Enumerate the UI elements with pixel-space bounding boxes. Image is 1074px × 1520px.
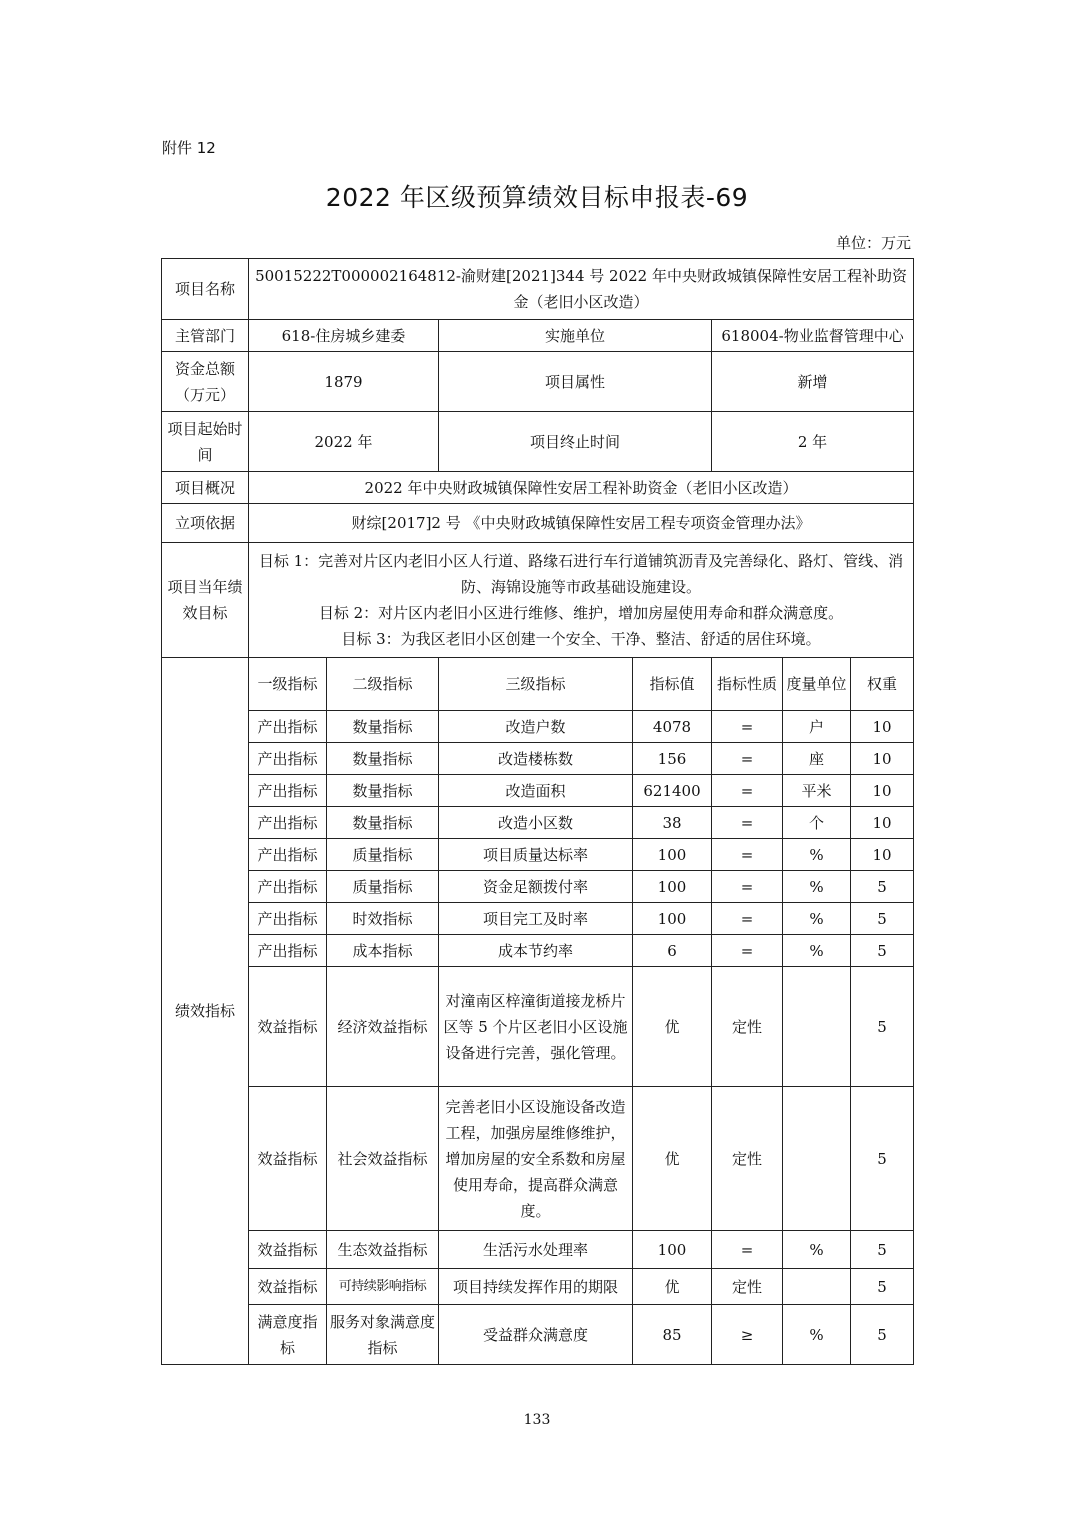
cell-unit bbox=[783, 1087, 851, 1231]
cell-unit: % bbox=[783, 903, 851, 935]
cell-nature: = bbox=[712, 807, 783, 839]
cell-level1: 产出指标 bbox=[249, 839, 327, 871]
goal-item: 目标 1：完善对片区内老旧小区人行道、路缘石进行车行道铺筑沥青及完善绿化、路灯、管线、消防、海锦设施等市政基础设施建设。 bbox=[258, 552, 904, 596]
cell-nature: 定性 bbox=[712, 1087, 783, 1231]
attr-label: 项目属性 bbox=[439, 352, 712, 412]
page-title: 2022 年区级预算绩效目标申报表-69 bbox=[325, 183, 749, 212]
table-row bbox=[162, 871, 914, 903]
row-goals bbox=[162, 543, 914, 658]
table-row bbox=[162, 967, 914, 1087]
table-row bbox=[162, 839, 914, 871]
cell-weight: 10 bbox=[851, 839, 914, 871]
header-cell: 一级指标 bbox=[249, 658, 327, 711]
row-project-name bbox=[162, 259, 914, 320]
header-cell: 度量单位 bbox=[783, 658, 851, 711]
cell-level3: 受益群众满意度 bbox=[439, 1305, 633, 1365]
cell-weight: 5 bbox=[851, 967, 914, 1087]
indicator-header-row bbox=[162, 658, 914, 711]
table-row bbox=[162, 711, 914, 743]
cell-level2: 质量指标 bbox=[327, 839, 439, 871]
cell-level3: 对潼南区梓潼街道接龙桥片区等 5 个片区老旧小区设施设备进行完善，强化管理。 bbox=[439, 967, 633, 1087]
project-name-label: 项目名称 bbox=[162, 259, 249, 320]
cell-level1: 效益指标 bbox=[249, 1269, 327, 1305]
cell-weight: 5 bbox=[851, 871, 914, 903]
overview-label: 项目概况 bbox=[162, 472, 249, 504]
cell-level1: 产出指标 bbox=[249, 775, 327, 807]
cell-level3: 改造面积 bbox=[439, 775, 633, 807]
row-period bbox=[162, 412, 914, 472]
cell-value: 优 bbox=[633, 967, 712, 1087]
header-cell: 权重 bbox=[851, 658, 914, 711]
cell-level2: 生态效益指标 bbox=[327, 1231, 439, 1269]
table-row bbox=[162, 935, 914, 967]
header-cell: 三级指标 bbox=[439, 658, 633, 711]
cell-weight: 10 bbox=[851, 807, 914, 839]
cell-nature: 定性 bbox=[712, 967, 783, 1087]
cell-weight: 5 bbox=[851, 1231, 914, 1269]
cell-nature: 定性 bbox=[712, 1269, 783, 1305]
attr-value: 新增 bbox=[712, 352, 914, 412]
goal-item: 目标 3：为我区老旧小区创建一个安全、干净、整洁、舒适的居住环境。 bbox=[341, 630, 821, 648]
cell-level3: 生活污水处理率 bbox=[439, 1231, 633, 1269]
cell-unit: 平米 bbox=[783, 775, 851, 807]
table-row bbox=[162, 1231, 914, 1269]
cell-level2: 数量指标 bbox=[327, 775, 439, 807]
cell-level3: 改造户数 bbox=[439, 711, 633, 743]
start-label: 项目起始时间 bbox=[162, 412, 249, 472]
cell-level1: 效益指标 bbox=[249, 1231, 327, 1269]
table-row bbox=[162, 903, 914, 935]
cell-weight: 5 bbox=[851, 1087, 914, 1231]
page-number: 133 bbox=[523, 1412, 551, 1428]
cell-level3: 项目完工及时率 bbox=[439, 903, 633, 935]
cell-level2: 数量指标 bbox=[327, 711, 439, 743]
cell-unit: 个 bbox=[783, 807, 851, 839]
cell-value: 100 bbox=[633, 839, 712, 871]
cell-level2: 数量指标 bbox=[327, 807, 439, 839]
cell-unit: 户 bbox=[783, 711, 851, 743]
cell-weight: 5 bbox=[851, 1305, 914, 1365]
cell-nature: = bbox=[712, 903, 783, 935]
dept-value: 618-住房城乡建委 bbox=[249, 320, 439, 352]
budget-target-table bbox=[161, 258, 914, 1365]
cell-nature: = bbox=[712, 839, 783, 871]
cell-nature: = bbox=[712, 775, 783, 807]
end-label: 项目终止时间 bbox=[439, 412, 712, 472]
cell-level1: 产出指标 bbox=[249, 743, 327, 775]
indicator-section-label: 绩效指标 bbox=[162, 658, 249, 1365]
impl-label: 实施单位 bbox=[439, 320, 712, 352]
header-cell: 二级指标 bbox=[327, 658, 439, 711]
header-cell: 指标性质 bbox=[712, 658, 783, 711]
cell-value: 38 bbox=[633, 807, 712, 839]
cell-nature: = bbox=[712, 935, 783, 967]
table-row bbox=[162, 1087, 914, 1231]
cell-nature: = bbox=[712, 871, 783, 903]
project-name-value: 50015222T000002164812-渝财建[2021]344 号 2022 年中央财政城镇保障性安居工程补助资金（老旧小区改造） bbox=[249, 259, 914, 320]
header-cell: 指标值 bbox=[633, 658, 712, 711]
impl-value: 618004-物业监督管理中心 bbox=[712, 320, 914, 352]
cell-weight: 10 bbox=[851, 711, 914, 743]
cell-level1: 产出指标 bbox=[249, 935, 327, 967]
cell-level2: 质量指标 bbox=[327, 871, 439, 903]
cell-level1: 产出指标 bbox=[249, 711, 327, 743]
start-value: 2022 年 bbox=[249, 412, 439, 472]
cell-level1: 产出指标 bbox=[249, 807, 327, 839]
cell-nature: ≥ bbox=[712, 1305, 783, 1365]
cell-level3: 项目质量达标率 bbox=[439, 839, 633, 871]
cell-unit bbox=[783, 1269, 851, 1305]
fund-value: 1879 bbox=[249, 352, 439, 412]
table-row bbox=[162, 1269, 914, 1305]
table-row bbox=[162, 807, 914, 839]
cell-level1: 效益指标 bbox=[249, 1087, 327, 1231]
cell-weight: 5 bbox=[851, 903, 914, 935]
table-row bbox=[162, 1305, 914, 1365]
cell-nature: = bbox=[712, 1231, 783, 1269]
cell-level3: 项目持续发挥作用的期限 bbox=[439, 1269, 633, 1305]
cell-nature: = bbox=[712, 711, 783, 743]
cell-unit: % bbox=[783, 839, 851, 871]
goal-label: 项目当年绩效目标 bbox=[162, 543, 249, 658]
basis-value: 财综[2017]2 号 《中央财政城镇保障性安居工程专项资金管理办法》 bbox=[249, 504, 914, 543]
cell-value: 85 bbox=[633, 1305, 712, 1365]
cell-level3: 资金足额拨付率 bbox=[439, 871, 633, 903]
cell-weight: 10 bbox=[851, 743, 914, 775]
cell-level3: 完善老旧小区设施设备改造工程，加强房屋维修维护，增加房屋的安全系数和房屋使用寿命，提高群众满意度。 bbox=[439, 1087, 633, 1231]
cell-value: 621400 bbox=[633, 775, 712, 807]
cell-level2: 服务对象满意度指标 bbox=[327, 1305, 439, 1365]
row-overview bbox=[162, 472, 914, 504]
cell-weight: 5 bbox=[851, 935, 914, 967]
cell-value: 优 bbox=[633, 1087, 712, 1231]
cell-level3: 改造小区数 bbox=[439, 807, 633, 839]
cell-value: 100 bbox=[633, 1231, 712, 1269]
cell-unit: % bbox=[783, 935, 851, 967]
cell-level2: 可持续影响指标 bbox=[327, 1269, 439, 1305]
table-row bbox=[162, 743, 914, 775]
row-department bbox=[162, 320, 914, 352]
row-fund bbox=[162, 352, 914, 412]
basis-label: 立项依据 bbox=[162, 504, 249, 543]
cell-level2: 经济效益指标 bbox=[327, 967, 439, 1087]
fund-label: 资金总额（万元） bbox=[162, 352, 249, 412]
cell-value: 100 bbox=[633, 871, 712, 903]
cell-unit: % bbox=[783, 871, 851, 903]
cell-weight: 10 bbox=[851, 775, 914, 807]
row-basis bbox=[162, 504, 914, 543]
cell-nature: = bbox=[712, 743, 783, 775]
cell-value: 156 bbox=[633, 743, 712, 775]
cell-unit: 座 bbox=[783, 743, 851, 775]
goal-item: 目标 2：对片区内老旧小区进行维修、维护，增加房屋使用寿命和群众满意度。 bbox=[318, 604, 844, 622]
cell-level1: 产出指标 bbox=[249, 871, 327, 903]
cell-level2: 数量指标 bbox=[327, 743, 439, 775]
cell-level3: 成本节约率 bbox=[439, 935, 633, 967]
cell-level2: 成本指标 bbox=[327, 935, 439, 967]
goal-list bbox=[249, 543, 914, 658]
unit-label: 单位：万元 bbox=[835, 234, 911, 252]
cell-value: 100 bbox=[633, 903, 712, 935]
cell-weight: 5 bbox=[851, 1269, 914, 1305]
cell-level1: 产出指标 bbox=[249, 903, 327, 935]
cell-level2: 时效指标 bbox=[327, 903, 439, 935]
cell-value: 优 bbox=[633, 1269, 712, 1305]
cell-value: 4078 bbox=[633, 711, 712, 743]
attachment-label: 附件 12 bbox=[162, 139, 216, 157]
cell-level2: 社会效益指标 bbox=[327, 1087, 439, 1231]
cell-unit: % bbox=[783, 1231, 851, 1269]
cell-value: 6 bbox=[633, 935, 712, 967]
dept-label: 主管部门 bbox=[162, 320, 249, 352]
table-row bbox=[162, 775, 914, 807]
end-value: 2 年 bbox=[712, 412, 914, 472]
cell-level1: 满意度指标 bbox=[249, 1305, 327, 1365]
overview-value: 2022 年中央财政城镇保障性安居工程补助资金（老旧小区改造） bbox=[249, 472, 914, 504]
cell-level3: 改造楼栋数 bbox=[439, 743, 633, 775]
cell-unit: % bbox=[783, 1305, 851, 1365]
cell-unit bbox=[783, 967, 851, 1087]
cell-level1: 效益指标 bbox=[249, 967, 327, 1087]
